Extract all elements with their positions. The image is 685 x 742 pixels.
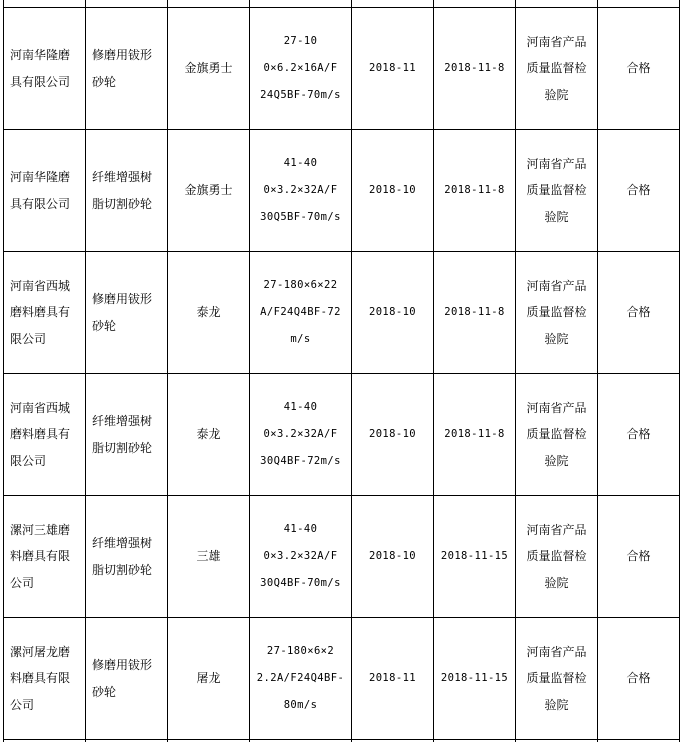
company-cell-line: 具有限公司: [10, 74, 71, 89]
product-cell: [86, 374, 168, 496]
table-row: [4, 130, 680, 252]
sampling-date-cell-line: 2018-11-8: [444, 428, 505, 440]
company-cell-line: 料磨具有限: [10, 549, 71, 564]
spec-cell-line: 0×3.2×32A/F: [263, 428, 338, 440]
inspector-cell-line: 河南省产品: [526, 156, 587, 171]
spec-cell-line: A/F24Q4BF-72: [260, 306, 341, 318]
spec-cell-line: m/s: [290, 333, 311, 345]
product-cell-line: 修磨用钹形: [92, 658, 153, 672]
product-cell: [86, 8, 168, 130]
inspector-cell-line: 质量监督检: [526, 549, 587, 564]
product-cell-line: 脂切割砂轮: [92, 196, 153, 211]
brand-cell-line: 金旗勇士: [184, 183, 233, 198]
company-cell: [4, 8, 86, 130]
spec-cell-line: 0×3.2×32A/F: [263, 184, 338, 196]
inspector-cell: [516, 618, 598, 740]
spec-cell-line: 0×6.2×16A/F: [263, 62, 338, 74]
spec-cell-line: 30Q5BF-70m/s: [260, 211, 341, 223]
inspector-cell: [516, 130, 598, 252]
inspector-cell-line: 河南省产品: [526, 400, 587, 415]
production-date-cell-line: 2018-10: [368, 428, 417, 440]
company-cell-line: 河南省西城: [10, 278, 71, 293]
brand-cell-line: 泰龙: [196, 305, 221, 320]
company-cell-line: 磨料磨具有: [10, 427, 71, 442]
result-cell: [598, 496, 680, 618]
brand-cell-line: 屠龙: [196, 671, 221, 686]
result-cell: [598, 130, 680, 252]
spec-cell-line: 0×3.2×32A/F: [263, 550, 338, 562]
sampling-date-cell-line: 2018-11-8: [444, 184, 505, 196]
result-cell: [598, 8, 680, 130]
inspector-cell-line: 质量监督检: [526, 305, 587, 320]
spec-cell-line: 41-40: [283, 401, 318, 413]
inspector-cell: [516, 8, 598, 130]
product-cell-line: 脂切割砂轮: [92, 562, 153, 577]
table-row: [4, 374, 680, 496]
production-date-cell: [352, 252, 434, 374]
spec-cell-line: 30Q4BF-72m/s: [260, 455, 341, 467]
spec-cell-line: 27-180×6×2: [266, 645, 335, 657]
product-cell: [86, 496, 168, 618]
sampling-date-cell: [434, 496, 516, 618]
company-cell-line: 限公司: [10, 331, 47, 346]
table-row-top-stub: [4, 0, 680, 8]
production-date-cell-line: 2018-11: [368, 62, 417, 74]
result-cell-line: 合格: [626, 671, 651, 686]
company-cell-line: 磨料磨具有: [10, 305, 71, 320]
table-body: [4, 0, 680, 742]
spec-cell-line: 41-40: [283, 523, 318, 535]
production-date-cell-line: 2018-10: [368, 306, 417, 318]
spec-cell-line: 41-40: [283, 157, 318, 169]
company-cell-line: 河南华隆磨: [10, 170, 71, 184]
result-cell-line: 合格: [626, 61, 651, 76]
spec-cell: [250, 130, 352, 252]
product-cell-line: 砂轮: [92, 318, 117, 333]
sampling-date-cell: [434, 618, 516, 740]
inspector-cell-line: 验院: [544, 209, 569, 224]
sampling-date-cell-line: 2018-11-15: [440, 550, 509, 562]
sampling-date-cell: [434, 252, 516, 374]
sampling-date-cell: [434, 8, 516, 130]
product-cell: [86, 618, 168, 740]
spec-cell-line: 27-10: [283, 35, 318, 47]
table-row: [4, 252, 680, 374]
company-cell-line: 料磨具有限: [10, 671, 71, 686]
production-date-cell: [352, 618, 434, 740]
brand-cell-line: 三雄: [196, 549, 221, 564]
production-date-cell-line: 2018-11: [368, 672, 417, 684]
inspector-cell-line: 验院: [544, 331, 569, 346]
production-date-cell: [352, 8, 434, 130]
inspection-results-table: [3, 0, 680, 742]
product-cell-line: 修磨用钹形: [92, 292, 153, 306]
company-cell-line: 公司: [10, 697, 35, 712]
product-cell-line: 脂切割砂轮: [92, 440, 153, 455]
product-cell: [86, 130, 168, 252]
sampling-date-cell-line: 2018-11-8: [444, 306, 505, 318]
inspector-cell-line: 验院: [544, 87, 569, 102]
sampling-date-cell: [434, 374, 516, 496]
inspector-cell: [516, 374, 598, 496]
product-cell-line: 修磨用钹形: [92, 48, 153, 62]
company-cell: [4, 618, 86, 740]
spec-cell-line: 27-180×6×22: [263, 279, 338, 291]
inspector-cell: [516, 252, 598, 374]
result-cell-line: 合格: [626, 427, 651, 442]
spec-cell-line: 2.2A/F24Q4BF-: [256, 672, 345, 684]
brand-cell: [168, 8, 250, 130]
table-row: [4, 496, 680, 618]
brand-cell: [168, 496, 250, 618]
sampling-date-cell: [434, 130, 516, 252]
company-cell-line: 具有限公司: [10, 196, 71, 211]
result-cell: [598, 618, 680, 740]
spec-cell: [250, 496, 352, 618]
inspector-cell-line: 质量监督检: [526, 671, 587, 686]
inspector-cell-line: 验院: [544, 453, 569, 468]
company-cell-line: 限公司: [10, 453, 47, 468]
company-cell: [4, 252, 86, 374]
company-cell-line: 河南省西城: [10, 400, 71, 415]
result-cell: [598, 374, 680, 496]
inspector-cell-line: 河南省产品: [526, 34, 587, 49]
company-cell-line: 漯河三雄磨: [10, 522, 71, 537]
spec-cell: [250, 8, 352, 130]
inspector-cell: [516, 496, 598, 618]
result-cell-line: 合格: [626, 549, 651, 564]
production-date-cell: [352, 374, 434, 496]
product-cell-line: 砂轮: [92, 684, 117, 699]
product-cell-line: 砂轮: [92, 74, 117, 89]
company-cell: [4, 130, 86, 252]
company-cell: [4, 496, 86, 618]
company-cell-line: 河南华隆磨: [10, 48, 71, 62]
company-cell-line: 漯河屠龙磨: [10, 644, 71, 659]
inspector-cell-line: 河南省产品: [526, 644, 587, 659]
brand-cell: [168, 252, 250, 374]
product-cell: [86, 252, 168, 374]
product-cell-line: 纤维增强树: [92, 536, 153, 550]
brand-cell-line: 金旗勇士: [184, 61, 233, 76]
company-cell-line: 公司: [10, 575, 35, 590]
spec-cell: [250, 374, 352, 496]
brand-cell-line: 泰龙: [196, 427, 221, 442]
sampling-date-cell-line: 2018-11-8: [444, 62, 505, 74]
brand-cell: [168, 374, 250, 496]
production-date-cell: [352, 130, 434, 252]
production-date-cell-line: 2018-10: [368, 184, 417, 196]
result-cell: [598, 252, 680, 374]
table-row: [4, 618, 680, 740]
inspector-cell-line: 河南省产品: [526, 522, 587, 537]
table-row: [4, 8, 680, 130]
spec-cell-line: 24Q5BF-70m/s: [260, 89, 341, 101]
spec-cell: [250, 618, 352, 740]
result-cell-line: 合格: [626, 183, 651, 198]
inspector-cell-line: 质量监督检: [526, 427, 587, 442]
spec-cell-line: 80m/s: [283, 699, 318, 711]
brand-cell: [168, 130, 250, 252]
inspector-cell-line: 验院: [544, 575, 569, 590]
product-cell-line: 纤维增强树: [92, 414, 153, 428]
inspector-cell-line: 验院: [544, 697, 569, 712]
result-cell-line: 合格: [626, 305, 651, 320]
inspector-cell-line: 质量监督检: [526, 183, 587, 198]
sampling-date-cell-line: 2018-11-15: [440, 672, 509, 684]
inspector-cell-line: 河南省产品: [526, 278, 587, 293]
spec-cell: [250, 252, 352, 374]
spec-cell-line: 30Q4BF-70m/s: [260, 577, 341, 589]
product-cell-line: 纤维增强树: [92, 170, 153, 184]
production-date-cell-line: 2018-10: [368, 550, 417, 562]
company-cell: [4, 374, 86, 496]
inspector-cell-line: 质量监督检: [526, 61, 587, 76]
brand-cell: [168, 618, 250, 740]
production-date-cell: [352, 496, 434, 618]
